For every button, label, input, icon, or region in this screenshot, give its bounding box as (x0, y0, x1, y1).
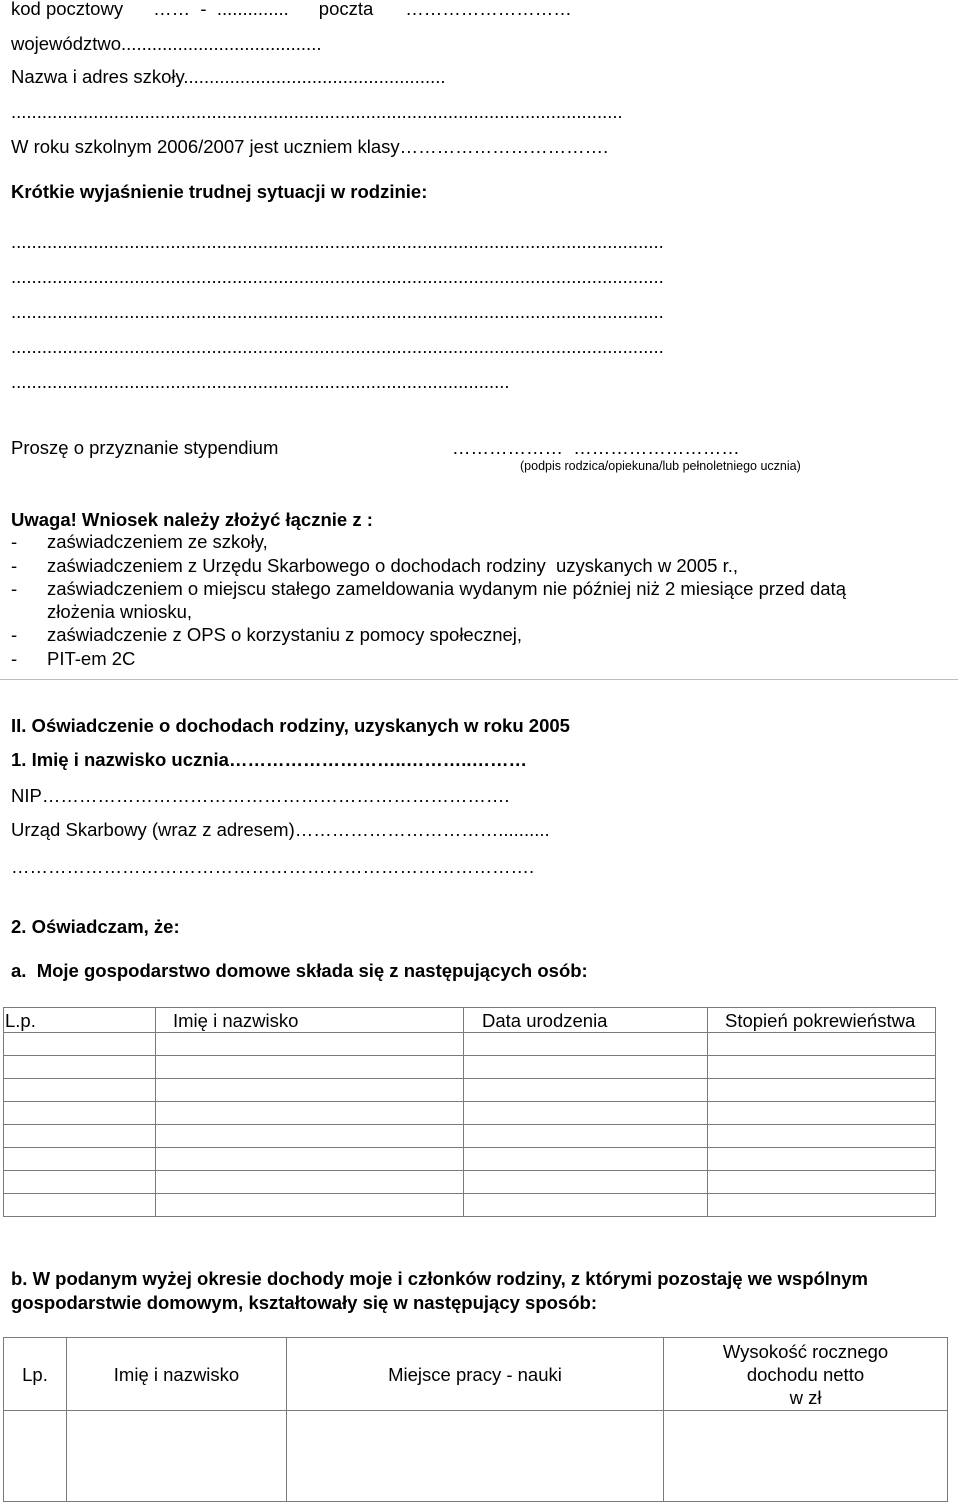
table-row[interactable] (4, 1033, 936, 1056)
notice-item-continuation: złożenia wniosku, (47, 601, 192, 622)
tax-office-field[interactable]: Urząd Skarbowy (wraz z adresem)…………………………….......... (11, 819, 550, 840)
table-row[interactable] (4, 1102, 936, 1125)
post-office-label: poczta (318, 0, 374, 19)
income-table (3, 1337, 948, 1502)
postal-code-line (11, 0, 572, 20)
situation-line[interactable]: ............................................................................................................................... (11, 301, 664, 322)
column-header: Data urodzenia (464, 1008, 708, 1033)
table-row[interactable] (4, 1079, 936, 1102)
column-header: Imię i nazwisko (67, 1338, 287, 1411)
notice-title: Uwaga! Wniosek należy złożyć łącznie z : (11, 509, 373, 530)
class-field[interactable]: W roku szkolnym 2006/2007 jest uczniem klasy……………………………. (11, 136, 609, 157)
notice-item: PIT-em 2C (47, 648, 136, 669)
column-header: L.p. (4, 1008, 156, 1033)
table-row[interactable] (4, 1194, 936, 1217)
income-column-header (664, 1338, 948, 1411)
section-divider (0, 679, 958, 680)
notice-item: zaświadczenie z OPS o korzystaniu z pomocy społecznej, (47, 624, 523, 645)
table-row[interactable] (4, 1125, 936, 1148)
voivodeship-field[interactable]: województwo....................................... (11, 33, 322, 54)
signature-field[interactable]: ……………… ……………………… (452, 437, 740, 458)
student-name-label: 1. Imię i nazwisko ucznia………………………..………..……… (11, 749, 528, 770)
postal-code-field[interactable]: …… - .............. (153, 0, 289, 19)
student-name-field[interactable] (11, 749, 527, 771)
notice-item: zaświadczeniem o miejscu stałego zameldowania wydanym nie później niż 2 miesiące przed datą (47, 578, 846, 599)
column-header: Imię i nazwisko (156, 1008, 464, 1033)
situation-line[interactable]: ............................................................................................................................... (11, 231, 664, 252)
post-office-field[interactable]: ……………………… (405, 0, 572, 19)
tax-office-continuation[interactable]: …………………………………………………………………………. (11, 856, 535, 877)
income-header-line: dochodu netto (746, 1363, 865, 1385)
signature-caption: (podpis rodzica/opiekuna/lub pełnoletniego ucznia) (520, 459, 801, 473)
notice-item: zaświadczeniem ze szkoły, (47, 531, 268, 552)
nip-field[interactable]: NIP…………………………………………………………………. (11, 785, 510, 806)
section-2-title: II. Oświadczenie o dochodach rodziny, uzyskanych w roku 2005 (11, 715, 570, 736)
income-heading-continuation: gospodarstwie domowym, kształtowały się w następujący sposób: (11, 1292, 597, 1313)
table-header-row (4, 1338, 948, 1411)
income-header-line: Wysokość rocznego (722, 1340, 889, 1362)
school-name-field[interactable]: Nazwa i adres szkoły................................................... (11, 66, 446, 87)
column-header: Stopień pokrewieństwa (708, 1008, 936, 1033)
postal-code-label: kod pocztowy (11, 0, 124, 19)
bullet-dash: - (11, 624, 18, 645)
household-table (3, 1007, 936, 1217)
situation-line[interactable]: ............................................................................................................................... (11, 336, 664, 357)
column-header: Miejsce pracy - nauki (287, 1338, 664, 1411)
table-row[interactable] (4, 1411, 948, 1502)
situation-line[interactable]: ................................................................................................. (11, 371, 510, 392)
income-heading: b. W podanym wyżej okresie dochody moje i członków rodziny, z którymi pozostaję we wspólnym (11, 1268, 868, 1289)
bullet-dash: - (11, 648, 18, 669)
bullet-dash: - (11, 531, 18, 552)
income-header-line: w zł (789, 1386, 822, 1408)
situation-heading: Krótkie wyjaśnienie trudnej sytuacji w rodzinie: (11, 181, 428, 202)
bullet-dash: - (11, 578, 18, 599)
school-name-continuation[interactable]: ....................................................................................................................... (11, 101, 623, 122)
table-row[interactable] (4, 1171, 936, 1194)
household-heading: a. Moje gospodarstwo domowe składa się z następujących osób: (11, 960, 588, 981)
bullet-dash: - (11, 555, 18, 576)
table-header-row (4, 1008, 936, 1033)
column-header: Lp. (4, 1338, 67, 1411)
scholarship-request-label: Proszę o przyznanie stypendium (11, 437, 279, 458)
table-row[interactable] (4, 1056, 936, 1079)
declaration-heading: 2. Oświadczam, że: (11, 916, 180, 937)
notice-item: zaświadczeniem z Urzędu Skarbowego o dochodach rodziny uzyskanych w 2005 r., (47, 555, 739, 576)
table-row[interactable] (4, 1148, 936, 1171)
situation-line[interactable]: ............................................................................................................................... (11, 266, 664, 287)
